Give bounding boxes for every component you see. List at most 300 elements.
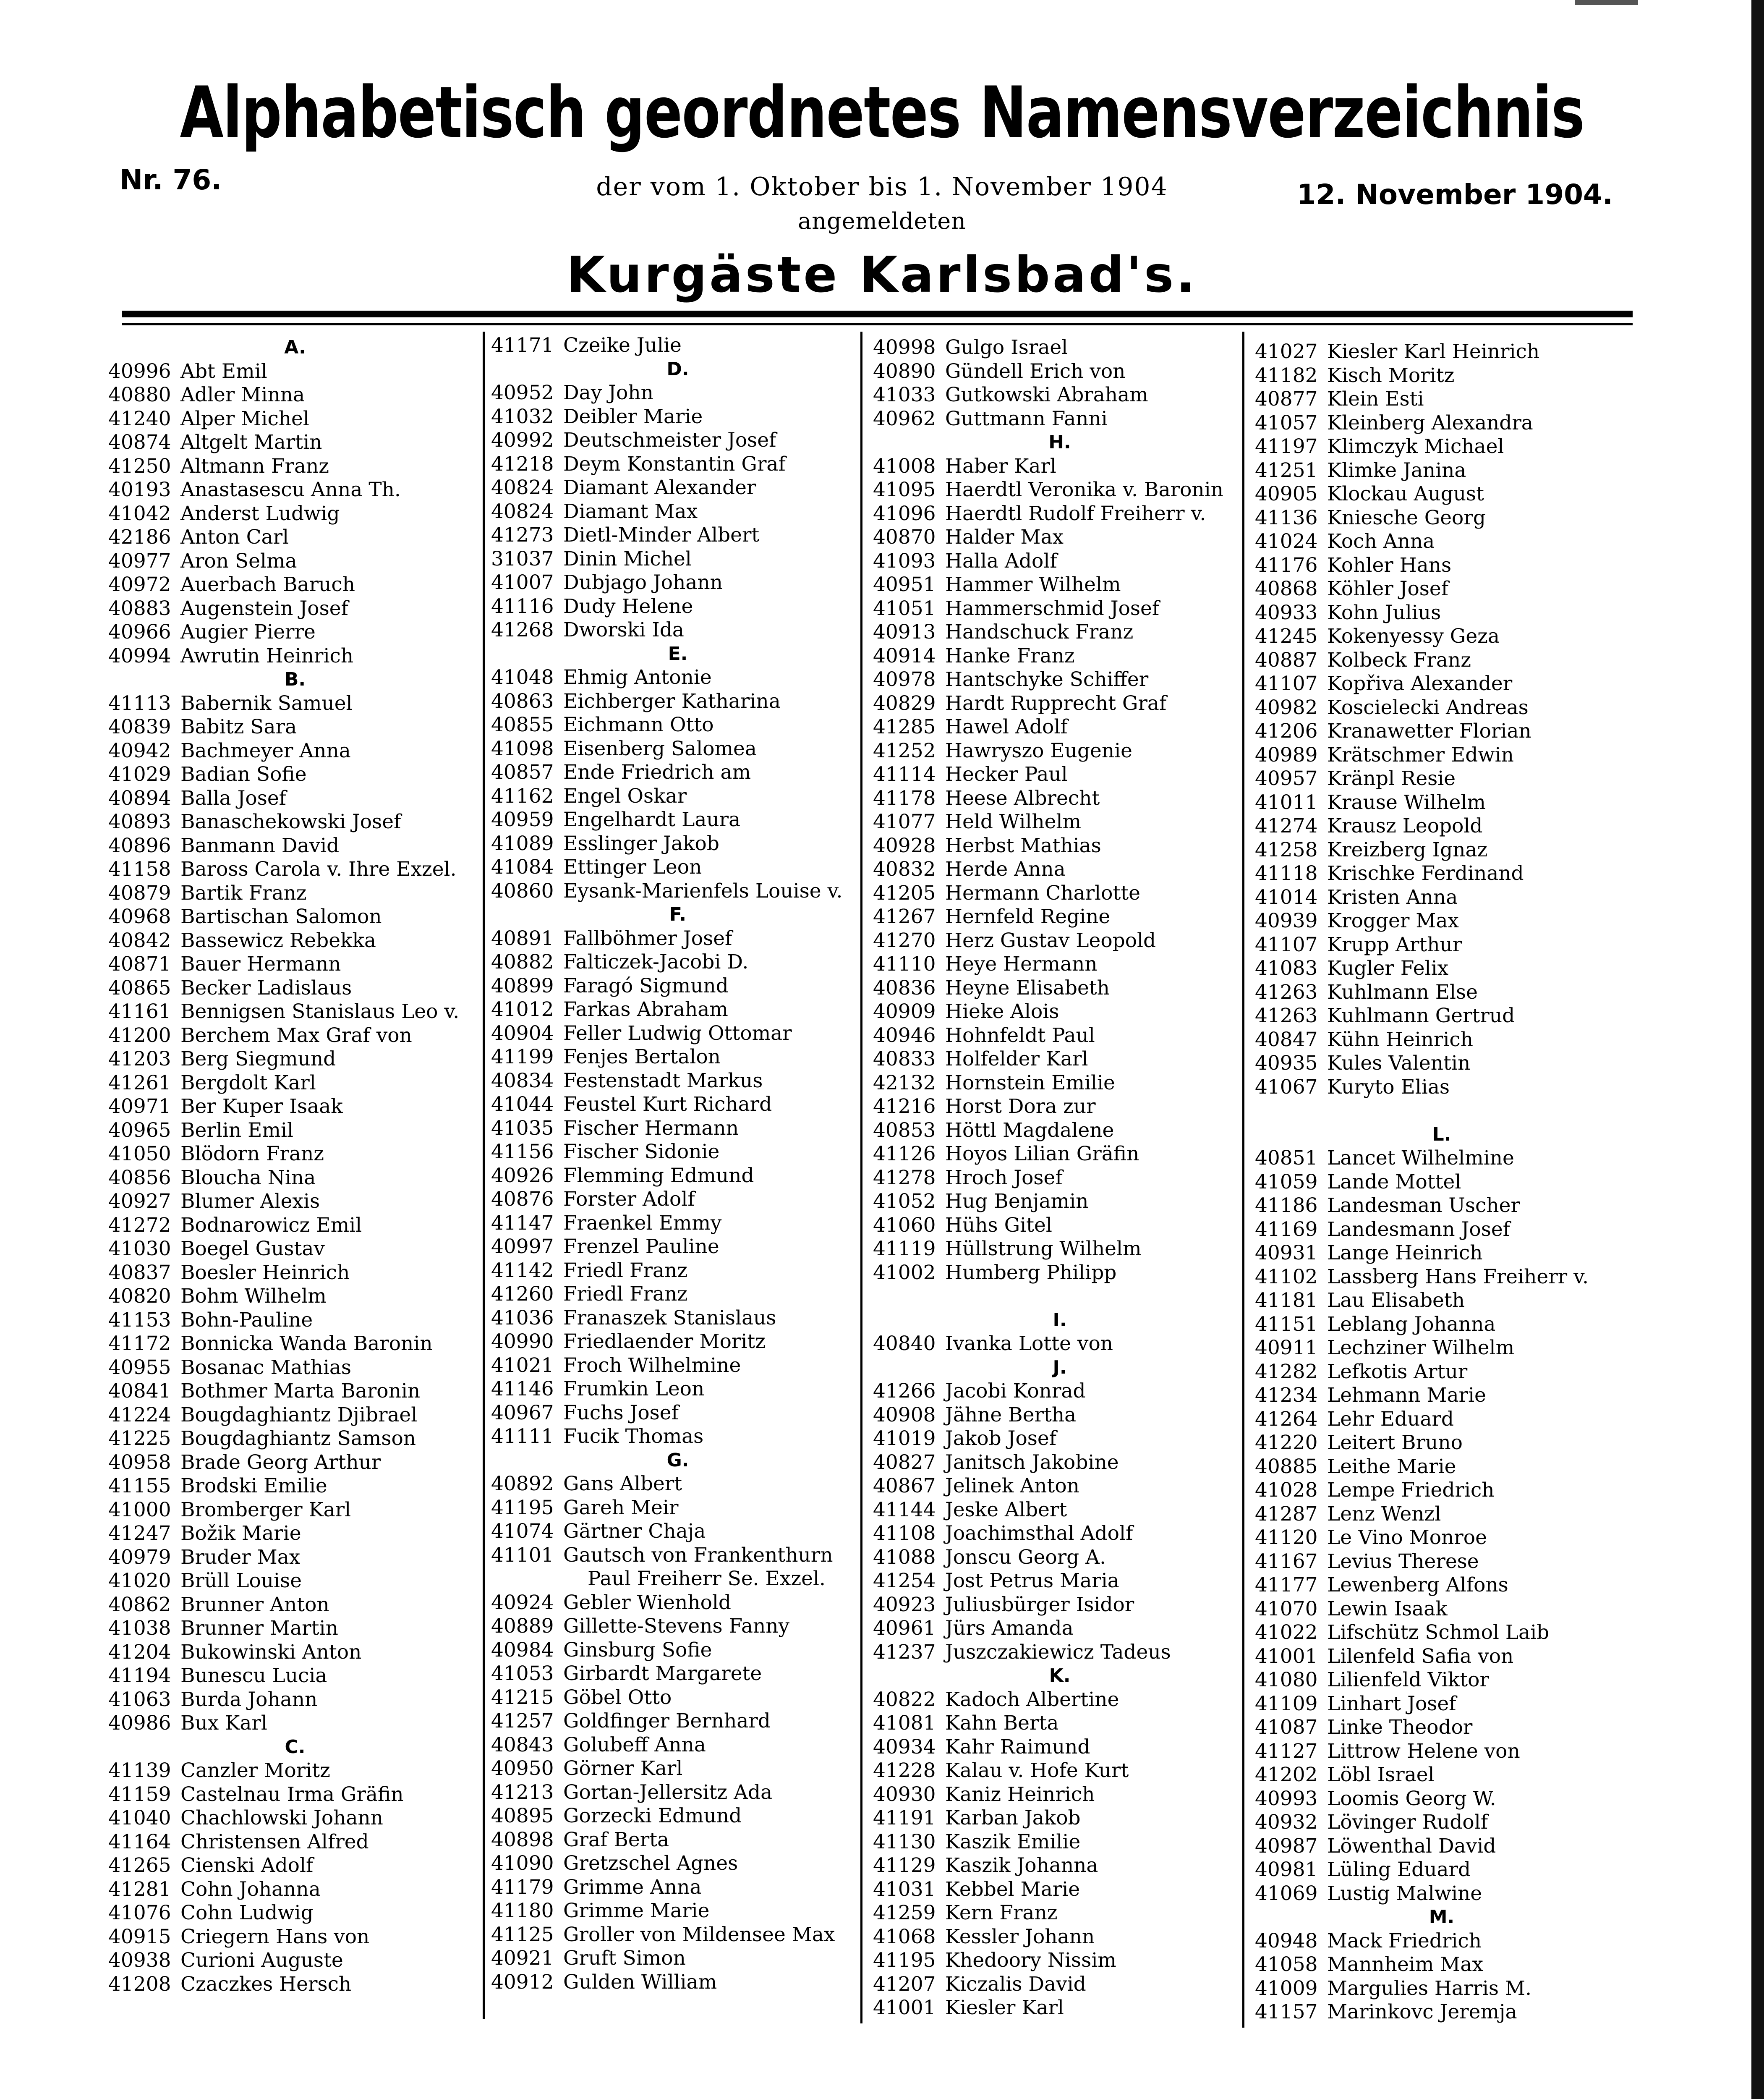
guest-number: 40932 <box>1255 1811 1318 1834</box>
guest-name: Kiesler Karl <box>945 1996 1064 2019</box>
list-item <box>108 431 482 455</box>
list-item <box>1255 459 1628 483</box>
guest-name: Lange Heinrich <box>1327 1241 1483 1264</box>
list-item <box>108 1806 482 1830</box>
guest-number: 40905 <box>1255 482 1318 505</box>
guest-number: 40832 <box>873 858 936 881</box>
list-item <box>1255 1597 1628 1621</box>
guest-number: 41281 <box>108 1877 171 1901</box>
guest-name: Berlin Emil <box>180 1118 294 1142</box>
guest-name: Curioni Auguste <box>180 1949 343 1972</box>
list-item <box>108 502 482 526</box>
guest-name: Bonnicka Wanda Baronin <box>180 1332 433 1355</box>
guest-name: Balla Josef <box>180 786 287 810</box>
list-item <box>491 500 865 524</box>
guest-number: 40824 <box>491 500 554 523</box>
guest-name: Fuchs Josef <box>563 1401 679 1424</box>
section-letter-heading: L. <box>1432 1123 1451 1145</box>
list-item <box>1255 387 1628 411</box>
guest-number: 41254 <box>873 1569 936 1592</box>
list-item <box>873 1451 1247 1475</box>
guest-name: Dworski Ida <box>563 618 684 641</box>
section-letter-heading: M. <box>1429 1906 1455 1928</box>
guest-number: 40882 <box>491 950 554 974</box>
guest-number: 41036 <box>491 1306 554 1330</box>
name-column <box>873 336 1247 2020</box>
guest-name: Fenjes Bertalon <box>563 1045 721 1068</box>
list-item <box>491 453 865 476</box>
list-item <box>491 1235 865 1259</box>
guest-number: 41194 <box>108 1664 171 1687</box>
guest-number: 41020 <box>108 1569 171 1592</box>
guest-name: Franaszek Stanislaus <box>563 1306 776 1330</box>
guest-name: Bartik Franz <box>180 881 307 905</box>
guest-number: 41171 <box>491 334 554 357</box>
guest-name: Diamant Alexander <box>563 476 756 499</box>
guest-name: Kiesler Karl Heinrich <box>1327 340 1540 363</box>
guest-number: 41077 <box>873 810 936 833</box>
guest-name: Juszczakiewicz Tadeus <box>945 1640 1171 1664</box>
guest-number: 41008 <box>873 454 936 478</box>
guest-name: Kaszik Emilie <box>945 1830 1081 1853</box>
guest-number: 40915 <box>108 1925 171 1948</box>
guest-name: Gulgo Israel <box>945 336 1068 359</box>
list-item <box>1255 981 1628 1005</box>
list-item <box>873 455 1247 479</box>
guest-number: 41266 <box>873 1379 936 1403</box>
list-item <box>873 1783 1247 1807</box>
guest-number: 41178 <box>873 786 936 810</box>
name-column <box>491 334 865 1994</box>
guest-name: Klimke Janina <box>1327 458 1466 482</box>
list-item <box>1255 1455 1628 1479</box>
guest-number: 41083 <box>1255 957 1318 980</box>
section-letter-heading: I. <box>1053 1309 1067 1331</box>
guest-name: Jähne Bertha <box>945 1403 1077 1426</box>
list-item <box>1255 814 1628 838</box>
guest-name: Ettinger Leon <box>563 856 702 879</box>
list-item <box>873 550 1247 573</box>
list-item <box>108 1332 482 1356</box>
list-item <box>873 1119 1247 1143</box>
guest-number: 41272 <box>108 1213 171 1237</box>
list-item <box>491 808 865 832</box>
guest-number: 41109 <box>1255 1692 1318 1715</box>
guest-number: 40874 <box>108 431 171 454</box>
list-item <box>491 1259 865 1283</box>
guest-number: 41158 <box>108 858 171 881</box>
guest-name: Bukowinski Anton <box>180 1640 362 1664</box>
list-item <box>108 1925 482 1949</box>
guest-number: 41182 <box>1255 364 1318 387</box>
guest-name: Bunescu Lucia <box>180 1664 327 1687</box>
list-item <box>1255 1076 1628 1099</box>
guest-name: Girbardt Margarete <box>563 1662 762 1685</box>
list-item <box>1255 672 1628 696</box>
guest-number: 40842 <box>108 929 171 952</box>
guest-name: Heese Albrecht <box>945 786 1100 810</box>
guest-number: 41207 <box>873 1972 936 1996</box>
guest-name: Frenzel Pauline <box>563 1235 719 1258</box>
guest-name: Czeike Julie <box>563 334 682 357</box>
list-item <box>491 334 865 358</box>
guest-number: 41028 <box>1255 1479 1318 1502</box>
guest-number: 41172 <box>108 1332 171 1355</box>
guest-number: 40894 <box>108 786 171 810</box>
guest-number: 41261 <box>108 1071 171 1094</box>
guest-number: 41108 <box>873 1522 936 1545</box>
list-item <box>108 787 482 811</box>
list-item <box>491 1212 865 1235</box>
guest-name: Lehr Eduard <box>1327 1407 1454 1431</box>
list-item <box>1255 1408 1628 1432</box>
guest-number: 40865 <box>108 976 171 1000</box>
guest-number: 41260 <box>491 1282 554 1306</box>
guest-number: 41048 <box>491 666 554 689</box>
guest-number: 41208 <box>108 1972 171 1996</box>
guest-name: Gautsch von Frankenthurn <box>563 1543 833 1567</box>
list-item <box>491 381 865 405</box>
entry-continuation: Paul Freiherr Se. Exzel. <box>588 1567 826 1590</box>
list-item <box>108 1878 482 1902</box>
list-item <box>108 692 482 716</box>
guest-number: 41181 <box>1255 1289 1318 1312</box>
guest-name: Baross Carola v. Ihre Exzel. <box>180 858 457 881</box>
guest-name: Fischer Sidonie <box>563 1140 720 1163</box>
guest-name: Bougdaghiantz Samson <box>180 1427 416 1450</box>
guest-name: Hermann Charlotte <box>945 881 1140 905</box>
list-item <box>491 1045 865 1069</box>
guest-name: Kohler Hans <box>1327 553 1452 577</box>
guest-name: Ivanka Lotte von <box>945 1332 1113 1355</box>
guest-number: 40990 <box>491 1330 554 1353</box>
guest-name: Kopřiva Alexander <box>1327 672 1513 695</box>
list-item <box>873 1901 1247 1925</box>
guest-number: 41225 <box>108 1427 171 1450</box>
guest-number: 40955 <box>108 1356 171 1379</box>
guest-name: Gärtner Chaja <box>563 1520 706 1543</box>
list-item <box>491 1591 865 1615</box>
guest-name: Deibler Marie <box>563 405 703 428</box>
list-item <box>108 1688 482 1712</box>
list-item <box>873 1973 1247 1997</box>
list-item <box>108 1142 482 1166</box>
guest-name: Gündell Erich von <box>945 359 1126 383</box>
section-gap <box>1255 1099 1628 1123</box>
guest-name: Lüling Eduard <box>1327 1858 1471 1881</box>
guest-number: 40908 <box>873 1403 936 1426</box>
list-item <box>1255 720 1628 743</box>
guest-name: Held Wilhelm <box>945 810 1082 833</box>
guest-number: 41081 <box>873 1712 936 1735</box>
guest-number: 40977 <box>108 549 171 573</box>
guest-number: 41258 <box>1255 838 1318 861</box>
list-item <box>108 1237 482 1261</box>
guest-number: 41186 <box>1255 1194 1318 1217</box>
guest-number: 42132 <box>873 1071 936 1094</box>
list-item <box>108 1403 482 1427</box>
list-item <box>491 405 865 429</box>
guest-name: Gans Albert <box>563 1472 682 1495</box>
guest-number: 41274 <box>1255 814 1318 838</box>
section-letter-heading: F. <box>669 904 687 925</box>
guest-name: Friedlaender Moritz <box>563 1330 766 1353</box>
guest-number: 40879 <box>108 881 171 905</box>
guest-name: Kristen Anna <box>1327 885 1458 909</box>
list-item <box>108 1095 482 1119</box>
guest-name: Littrow Helene von <box>1327 1739 1520 1763</box>
list-item <box>108 1569 482 1593</box>
guest-number: 40896 <box>108 834 171 857</box>
list-item <box>873 976 1247 1000</box>
guest-name: Lau Elisabeth <box>1327 1289 1465 1312</box>
guest-name: Ber Kuper Isaak <box>180 1095 343 1118</box>
list-item <box>491 1781 865 1805</box>
section-letter-heading: J. <box>1053 1356 1067 1378</box>
guest-name: Kuhlmann Gertrud <box>1327 1004 1515 1027</box>
guest-name: Boesler Heinrich <box>180 1261 350 1284</box>
list-item <box>108 383 482 407</box>
list-item <box>1255 530 1628 554</box>
list-item <box>873 1925 1247 1949</box>
guest-number: 41179 <box>491 1875 554 1899</box>
guest-name: Jürs Amanda <box>945 1617 1074 1640</box>
guest-name: Handschuck Franz <box>945 620 1134 644</box>
list-item <box>1255 1265 1628 1289</box>
guest-number: 41022 <box>1255 1621 1318 1644</box>
list-item <box>491 1709 865 1733</box>
guest-number: 40958 <box>108 1450 171 1474</box>
guest-name: Höttl Magdalene <box>945 1118 1114 1142</box>
guest-number: 41195 <box>491 1496 554 1519</box>
guest-name: Gruft Simon <box>563 1947 686 1970</box>
guest-number: 40851 <box>1255 1146 1318 1170</box>
guest-name: Bohn-Pauline <box>180 1308 313 1332</box>
list-item <box>491 1282 865 1306</box>
guest-name: Bosanac Mathias <box>180 1356 352 1379</box>
list-item <box>873 1190 1247 1214</box>
guest-name: Kiczalis David <box>945 1972 1086 1996</box>
guest-number: 40935 <box>1255 1052 1318 1075</box>
guest-name: Hawel Adolf <box>945 715 1068 738</box>
guest-number: 40877 <box>1255 387 1318 411</box>
guest-name: Flemming Edmund <box>563 1164 754 1187</box>
list-item <box>491 690 865 714</box>
list-item <box>491 785 865 809</box>
guest-name: Juliusbürger Isidor <box>945 1593 1134 1616</box>
guest-number: 40867 <box>873 1474 936 1497</box>
subtitle-period: der vom 1. Oktober bis 1. November 1904 <box>596 172 1168 202</box>
list-item <box>873 1142 1247 1166</box>
list-item <box>873 1593 1247 1617</box>
guest-number: 40997 <box>491 1235 554 1258</box>
guest-number: 41282 <box>1255 1360 1318 1383</box>
guest-number: 41169 <box>1255 1217 1318 1241</box>
guest-number: 41218 <box>491 452 554 476</box>
list-item <box>873 882 1247 906</box>
list-item <box>1255 1929 1628 1953</box>
list-item <box>108 929 482 953</box>
list-item <box>1255 696 1628 720</box>
list-item <box>1255 1573 1628 1597</box>
list-item <box>1255 1004 1628 1028</box>
list-item <box>873 336 1247 360</box>
list-item <box>108 573 482 597</box>
list-item <box>873 1712 1247 1735</box>
guest-number: 40833 <box>873 1047 936 1070</box>
list-item <box>1255 601 1628 625</box>
list-item <box>108 763 482 787</box>
guest-name: Grimme Marie <box>563 1899 710 1922</box>
guest-name: Bennigsen Stanislaus Leo v. <box>180 1000 460 1023</box>
guest-name: Gretzschel Agnes <box>563 1852 738 1875</box>
list-item <box>491 1472 865 1496</box>
guest-number: 40868 <box>1255 577 1318 600</box>
list-item <box>108 1498 482 1522</box>
guest-number: 40957 <box>1255 767 1318 790</box>
guest-name: Graf Berta <box>563 1828 669 1851</box>
list-item <box>491 666 865 690</box>
guest-number: 41009 <box>1255 1976 1318 2000</box>
guest-name: Eysank-Marienfels Louise v. <box>563 879 843 903</box>
guest-name: Brunner Anton <box>180 1593 329 1616</box>
guest-name: Bux Karl <box>180 1712 267 1735</box>
list-item <box>108 1973 482 1997</box>
guest-number: 40928 <box>873 834 936 857</box>
guest-number: 40948 <box>1255 1929 1318 1952</box>
guest-number: 40996 <box>108 359 171 383</box>
list-item <box>108 1712 482 1735</box>
guest-name: Engelhardt Laura <box>563 808 741 831</box>
guest-name: Ehmig Antonie <box>563 666 712 689</box>
guest-number: 41215 <box>491 1685 554 1709</box>
guest-name: Jeske Albert <box>945 1498 1067 1521</box>
guest-name: Kisch Moritz <box>1327 364 1455 387</box>
guest-name: Day John <box>563 381 653 404</box>
guest-number: 41206 <box>1255 720 1318 743</box>
guest-number: 40946 <box>873 1023 936 1047</box>
list-item <box>873 1379 1247 1403</box>
list-item <box>491 879 865 903</box>
guest-name: Gulden William <box>563 1970 717 1994</box>
guest-number: 41098 <box>491 737 554 760</box>
guest-number: 40895 <box>491 1804 554 1827</box>
guest-number: 40829 <box>873 691 936 715</box>
guest-name: Bachmeyer Anna <box>180 739 351 762</box>
section-letter-heading: H. <box>1048 432 1071 453</box>
guest-number: 41052 <box>873 1190 936 1213</box>
guest-name: Hoyos Lilian Gräfin <box>945 1142 1139 1165</box>
list-item <box>1255 435 1628 459</box>
guest-number: 41069 <box>1255 1882 1318 1905</box>
section-gap <box>873 1285 1247 1309</box>
list-item <box>873 905 1247 929</box>
guest-name: Hüllstrung Wilhelm <box>945 1237 1142 1260</box>
guest-number: 40966 <box>108 620 171 644</box>
list-item <box>1255 1052 1628 1076</box>
list-item <box>491 1971 865 1994</box>
list-item <box>108 1451 482 1475</box>
guest-name: Gareh Meir <box>563 1496 679 1519</box>
guest-number: 41107 <box>1255 933 1318 956</box>
guest-name: Kalau v. Hofe Kurt <box>945 1759 1129 1782</box>
guest-number: 41156 <box>491 1140 554 1163</box>
list-item <box>108 478 482 502</box>
guest-name: Marinkovc Jeremja <box>1327 2000 1517 2023</box>
guest-number: 40993 <box>1255 1787 1318 1810</box>
guest-name: Engel Oskar <box>563 784 687 808</box>
guest-name: Feller Ludwig Ottomar <box>563 1021 792 1045</box>
guest-name: Krogger Max <box>1327 909 1459 932</box>
guest-name: Friedl Franz <box>563 1259 688 1282</box>
list-item <box>873 1546 1247 1570</box>
list-item <box>1255 1194 1628 1218</box>
list-item <box>491 1544 865 1568</box>
guest-name: Jakob Josef <box>945 1427 1057 1450</box>
guest-number: 41050 <box>108 1142 171 1165</box>
guest-number: 40911 <box>1255 1336 1318 1359</box>
list-item <box>491 1188 865 1212</box>
list-item <box>873 1000 1247 1024</box>
guest-number: 40927 <box>108 1190 171 1213</box>
list-item <box>1255 554 1628 578</box>
list-item <box>873 1759 1247 1783</box>
guest-number: 42186 <box>108 526 171 549</box>
guest-number: 41155 <box>108 1474 171 1497</box>
list-item <box>1255 1028 1628 1052</box>
guest-name: Golubeff Anna <box>563 1733 706 1756</box>
guest-name: Hohnfeldt Paul <box>945 1023 1095 1047</box>
guest-number: 41287 <box>1255 1502 1318 1526</box>
guest-number: 41285 <box>873 715 936 738</box>
guest-number: 41002 <box>873 1261 936 1284</box>
guest-number: 40890 <box>873 359 936 383</box>
list-item <box>491 523 865 547</box>
guest-number: 41130 <box>873 1830 936 1853</box>
guest-name: Horst Dora zur <box>945 1095 1096 1118</box>
guest-number: 41101 <box>491 1543 554 1567</box>
guest-number: 41089 <box>491 832 554 855</box>
list-item <box>873 1949 1247 1973</box>
guest-name: Berchem Max Graf von <box>180 1023 412 1047</box>
guest-number: 40834 <box>491 1069 554 1092</box>
guest-number: 40892 <box>491 1472 554 1495</box>
guest-number: 41001 <box>1255 1644 1318 1668</box>
guest-number: 41088 <box>873 1545 936 1569</box>
guest-number: 40876 <box>491 1188 554 1211</box>
list-item <box>491 927 865 951</box>
guest-name: Bloucha Nina <box>180 1166 316 1189</box>
guest-name: Eichberger Katharina <box>563 689 781 713</box>
list-item <box>108 1783 482 1807</box>
guest-name: Bassewicz Rebekka <box>180 929 376 952</box>
guest-name: Bergdolt Karl <box>180 1071 316 1094</box>
list-item <box>108 953 482 976</box>
guest-name: Goldfinger Bernhard <box>563 1709 771 1733</box>
guest-number: 41146 <box>491 1377 554 1400</box>
guest-name: Hornstein Emilie <box>945 1071 1115 1094</box>
list-item <box>108 1000 482 1024</box>
guest-number: 40933 <box>1255 601 1318 624</box>
guest-name: Landesman Uscher <box>1327 1194 1520 1217</box>
guest-number: 41058 <box>1255 1953 1318 1976</box>
list-item <box>873 1047 1247 1071</box>
list-item <box>1255 340 1628 364</box>
list-item <box>108 858 482 882</box>
guest-number: 40968 <box>108 905 171 928</box>
guest-name: Kaszik Johanna <box>945 1854 1098 1877</box>
guest-name: Hammerschmid Josef <box>945 597 1160 620</box>
